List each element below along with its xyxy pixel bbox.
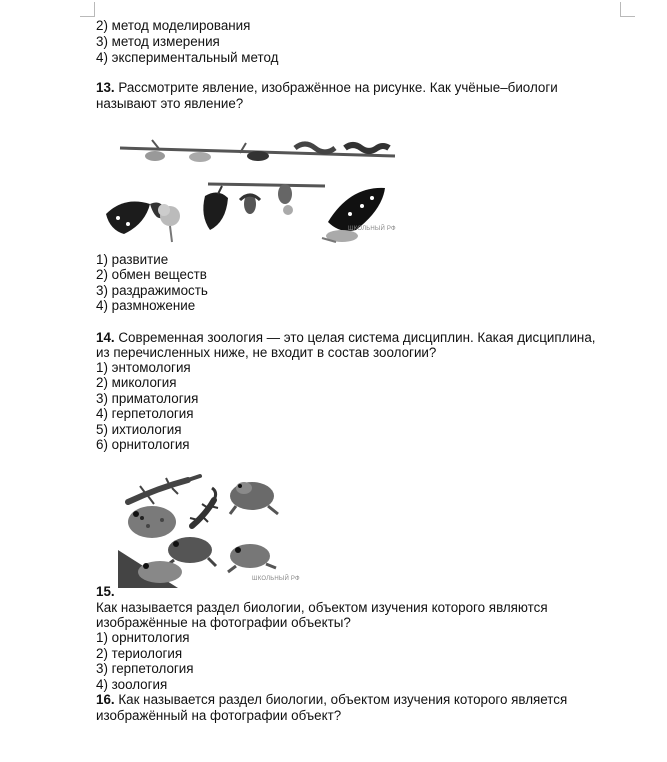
chrysalis-icon [145, 151, 165, 161]
q16-text: Как называется раздел биологии, объектом изучения которого является [118, 692, 568, 707]
q13-text-line2: называют это явление? [96, 96, 244, 111]
page-corner-mark-left [80, 2, 95, 17]
q14-text-line1 [96, 330, 596, 346]
q14-text: Современная зоология — это целая система дисциплин. Какая дисциплина, [118, 330, 596, 345]
q14-option-1: 1) энтомология [96, 360, 191, 375]
q13-text: Рассмотрите явление, изображённое на рисунке. Как учёные–биологи [118, 80, 558, 95]
toad-icon [128, 506, 176, 538]
q15-option-4: 4) зоология [96, 677, 168, 692]
q13-option-4: 4) размножение [96, 298, 196, 313]
newt-icon [190, 488, 218, 526]
q15-option-1: 1) орнитология [96, 630, 190, 645]
q13-text-line1 [96, 80, 558, 96]
salamander-icon [128, 476, 200, 504]
q15-number-line [96, 584, 115, 600]
butterfly-icon [106, 202, 166, 234]
amphibians-reptiles-photo [118, 470, 288, 588]
q14-option-5: 5) ихтиология [96, 422, 182, 437]
q15-text-line1: Как называется раздел биологии, объектом изучения которого являются [96, 600, 548, 615]
q13-option-2: 2) обмен веществ [96, 267, 207, 282]
q15-image-watermark: ШКОЛЬНЫЙ РФ [252, 576, 300, 582]
q13-number: 13. [96, 80, 115, 95]
prev-option-4: 4) экспериментальный метод [96, 50, 279, 65]
q13-option-1: 1) развитие [96, 252, 169, 267]
q15-number: 15. [96, 584, 115, 599]
q16-text-line2: изображённый на фотографии объект? [96, 708, 342, 723]
q16-text-line1 [96, 692, 567, 708]
q14-option-3: 3) приматология [96, 391, 199, 406]
q15-option-3: 3) герпетология [96, 661, 194, 676]
page-corner-mark-right [620, 2, 635, 17]
q13-image-watermark: ШКОЛЬНЫЙ РФ [348, 226, 396, 232]
q13-option-3: 3) раздражимость [96, 283, 208, 298]
q16-number: 16. [96, 692, 115, 707]
prev-option-3: 3) метод измерения [96, 34, 220, 49]
q15-option-2: 2) териология [96, 646, 183, 661]
q14-option-2: 2) микология [96, 375, 177, 390]
q14-number: 14. [96, 330, 115, 345]
caterpillar-icon [295, 144, 335, 152]
frog-icon [230, 482, 278, 514]
q15-text-line2: изображённые на фотографии объекты? [96, 615, 351, 630]
prev-option-2: 2) метод моделирования [96, 18, 251, 33]
q14-option-4: 4) герпетология [96, 406, 194, 421]
q14-option-6: 6) орнитология [96, 437, 190, 452]
q14-text-line2: из перечисленных ниже, не входит в состав зоологии? [96, 345, 437, 360]
